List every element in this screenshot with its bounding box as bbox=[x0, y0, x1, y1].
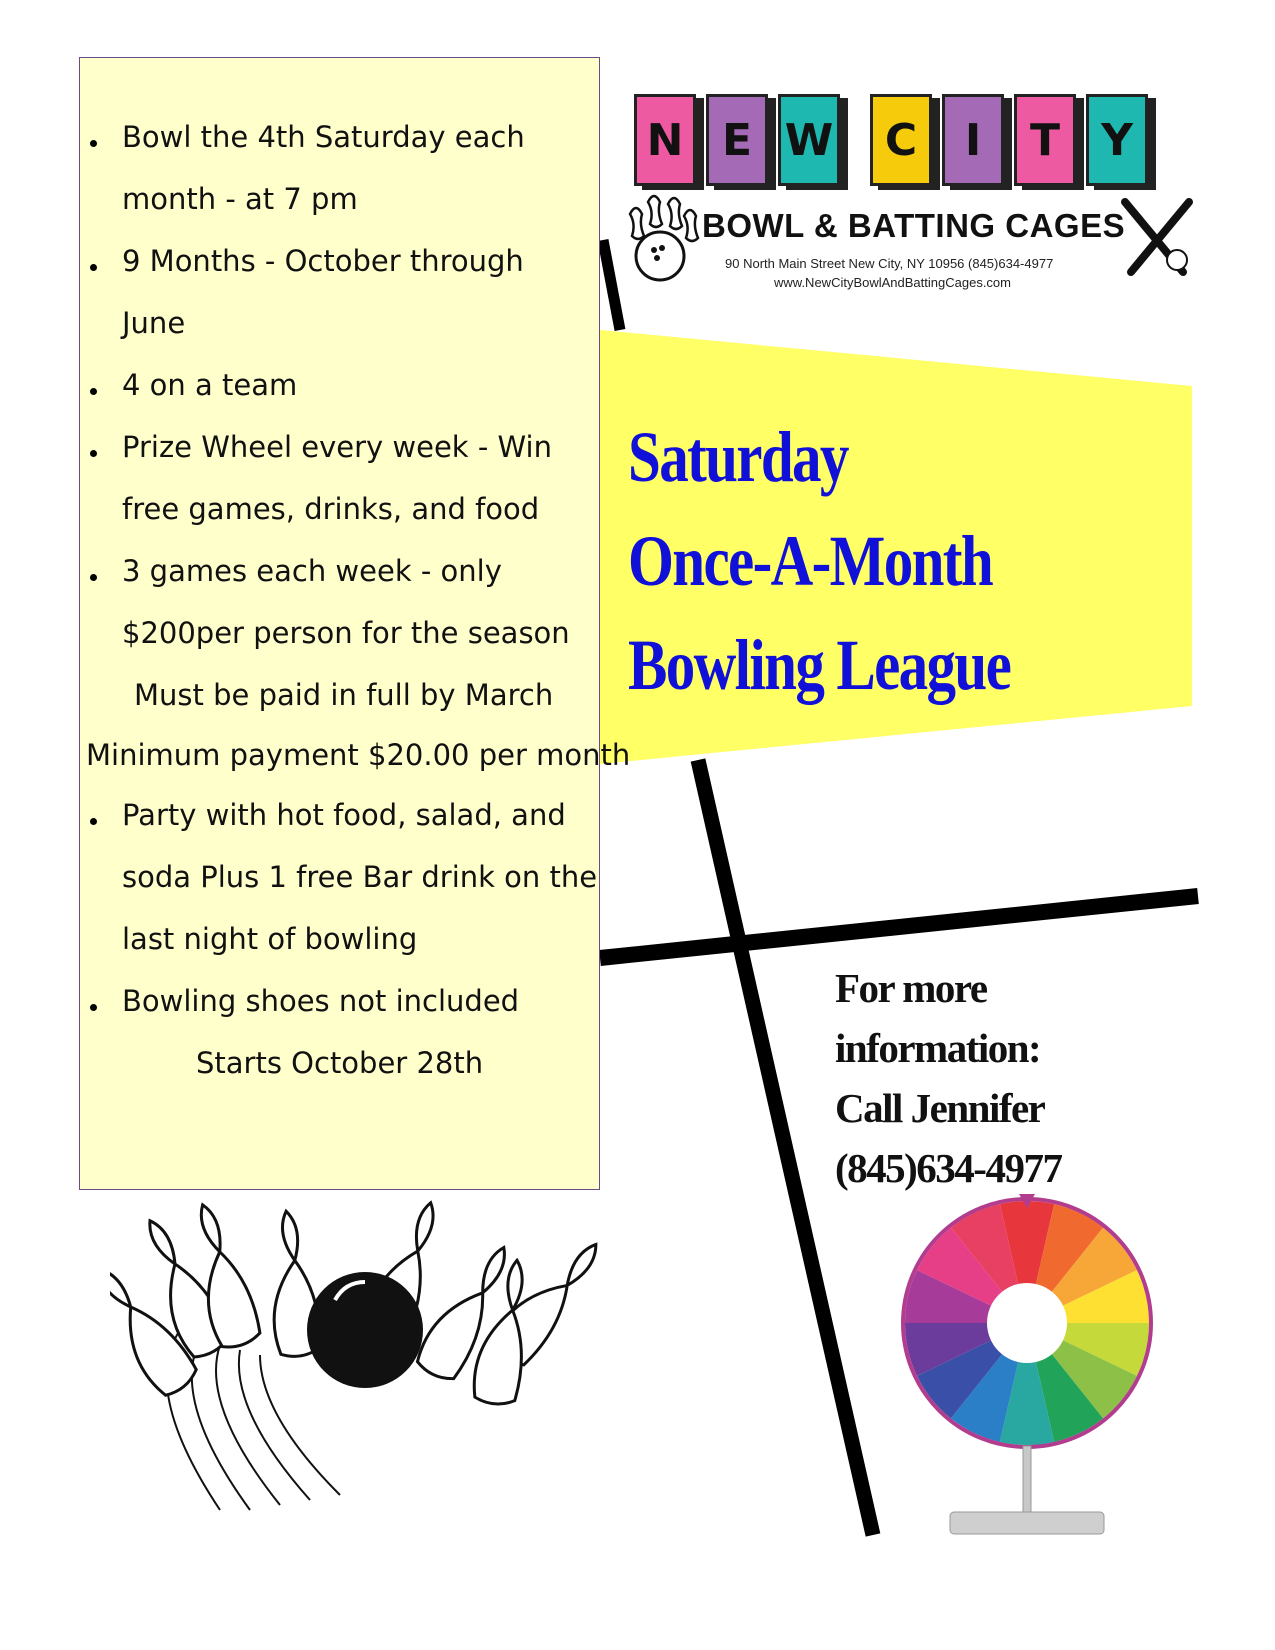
new-city-logo bbox=[622, 84, 1202, 294]
contact-info bbox=[835, 958, 1061, 1198]
logo-letter: C bbox=[884, 114, 918, 166]
info-line: last night of bowling bbox=[122, 922, 418, 956]
info-line: month - at 7 pm bbox=[122, 182, 358, 216]
info-line: Minimum payment $20.00 per month bbox=[86, 738, 631, 772]
logo-letter: T bbox=[1029, 114, 1060, 166]
league-details-box bbox=[79, 57, 631, 1190]
info-line: Bowling shoes not included bbox=[122, 984, 520, 1018]
logo-tile bbox=[870, 94, 942, 190]
logo-address: 90 North Main Street New City, NY 10956 (845)634-4977 bbox=[725, 256, 1054, 271]
info-line: 9 Months - October through bbox=[122, 244, 524, 278]
info-line: 4 on a team bbox=[122, 368, 298, 402]
info-line: $200per person for the season bbox=[122, 616, 570, 650]
crossed-bats-icon bbox=[1117, 194, 1197, 284]
bullet-icon bbox=[90, 818, 97, 825]
info-line: Must be paid in full by March bbox=[134, 678, 554, 712]
info-line: 3 games each week - only bbox=[122, 554, 502, 588]
bowling-pins-logo-icon bbox=[622, 194, 702, 284]
bullet-icon bbox=[90, 1004, 97, 1011]
bullet-icon bbox=[90, 140, 97, 147]
logo-letter: W bbox=[784, 114, 834, 166]
info-line: Bowl the 4th Saturday each bbox=[122, 120, 525, 154]
bullet-icon bbox=[90, 450, 97, 457]
logo-tile bbox=[1086, 94, 1158, 190]
info-line: June bbox=[122, 306, 186, 340]
bowling-strike-illustration bbox=[110, 1180, 630, 1540]
logo-subtitle: BOWL & BATTING CAGES bbox=[702, 207, 1126, 244]
logo-tile bbox=[1014, 94, 1086, 190]
info-line: Party with hot food, salad, and bbox=[122, 798, 566, 832]
contact-phone: (845)634-4977 bbox=[835, 1145, 1062, 1191]
logo-letter: I bbox=[964, 114, 982, 166]
contact-line-1: For more bbox=[835, 965, 987, 1011]
headline-line-1: Saturday bbox=[628, 417, 848, 497]
logo-website: www.NewCityBowlAndBattingCages.com bbox=[774, 275, 1011, 290]
crossing-black-line bbox=[600, 896, 1198, 958]
headline-line-2: Once-A-Month bbox=[628, 521, 993, 601]
logo-letter: E bbox=[721, 114, 753, 166]
contact-line-2: information: bbox=[835, 1025, 1041, 1071]
logo-tile bbox=[942, 94, 1014, 190]
bullet-icon bbox=[90, 388, 97, 395]
logo-letter: Y bbox=[1101, 114, 1133, 166]
logo-tile bbox=[634, 94, 706, 190]
bowling-ball-icon bbox=[307, 1272, 423, 1388]
headline bbox=[628, 405, 1010, 717]
prize-wheel-icon bbox=[892, 1188, 1162, 1558]
logo-tile bbox=[706, 94, 778, 190]
info-line: soda Plus 1 free Bar drink on the bbox=[122, 860, 598, 894]
logo-tile bbox=[778, 94, 850, 190]
upper-black-line bbox=[603, 240, 620, 330]
logo-letter: N bbox=[646, 114, 684, 166]
bullet-icon bbox=[90, 264, 97, 271]
info-line: free games, drinks, and food bbox=[122, 492, 540, 526]
info-line: Starts October 28th bbox=[196, 1046, 484, 1080]
bullet-icon bbox=[90, 574, 97, 581]
info-line: Prize Wheel every week - Win bbox=[122, 430, 552, 464]
headline-line-3: Bowling League bbox=[628, 625, 1011, 705]
contact-line-3: Call Jennifer bbox=[835, 1085, 1045, 1131]
